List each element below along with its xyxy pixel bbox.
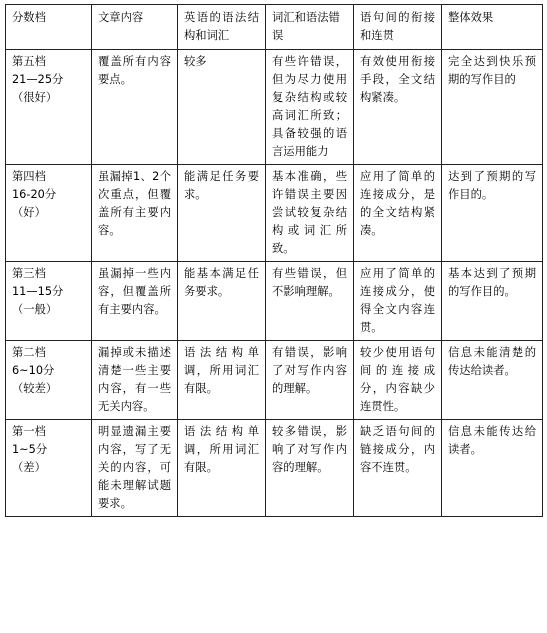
grammar-cell: 语法结构单调，所用词汇有限。: [178, 420, 266, 517]
table-row: [6, 165, 543, 262]
cohesion-cell: 应用了简单的连接成分，是的全文结构紧凑。: [354, 165, 442, 262]
grade-cell: [6, 50, 92, 165]
grade-quality: （很好）: [12, 91, 58, 104]
errors-cell: 有些许错误，但为尽力使用复杂结构或较高词汇所致；具备较强的语言运用能力: [266, 50, 354, 165]
errors-cell: 有些错误，但不影响理解。: [266, 262, 354, 341]
header-errors: 词汇和语法错误: [266, 5, 354, 50]
grade-name: 第四档: [12, 170, 46, 183]
grammar-cell: 较多: [178, 50, 266, 165]
table-row: [6, 50, 543, 165]
effect-cell: 信息未能清楚的传达给读者。: [442, 341, 543, 420]
scoring-rubric-table: [5, 4, 543, 517]
errors-cell: 较多错误，影响了对写作内容的理解。: [266, 420, 354, 517]
cohesion-cell: 较少使用语句间的连接成分，内容缺少连贯性。: [354, 341, 442, 420]
header-content: 文章内容: [92, 5, 178, 50]
grammar-cell: 语法结构单调，所用词汇有限。: [178, 341, 266, 420]
grade-cell: [6, 262, 92, 341]
header-cohesion: 语句间的衔接和连贯: [354, 5, 442, 50]
table-body: [6, 50, 543, 517]
effect-cell: 信息未能传达给读者。: [442, 420, 543, 517]
table-row: [6, 341, 543, 420]
table-row: [6, 420, 543, 517]
errors-cell: 有错误，影响了对写作内容的理解。: [266, 341, 354, 420]
table-header: [6, 5, 543, 50]
content-cell: 虽漏掉一些内容，但覆盖所有主要内容。: [92, 262, 178, 341]
grammar-cell: 能满足任务要求。: [178, 165, 266, 262]
grade-quality: （较差）: [12, 382, 58, 395]
header-overall-effect: 整体效果: [442, 5, 543, 50]
header-grammar-vocab: 英语的语法结构和词汇: [178, 5, 266, 50]
grade-cell: [6, 341, 92, 420]
header-grade: 分数档: [6, 5, 92, 50]
content-cell: 明显遗漏主要内容，写了无关的内容，可能未理解试题要求。: [92, 420, 178, 517]
errors-cell: 基本准确，些许错误主要因尝试较复杂结构或词汇所致。: [266, 165, 354, 262]
content-cell: 虽漏掉1、2个次重点，但覆盖所有主要内容。: [92, 165, 178, 262]
grade-quality: （差）: [12, 461, 46, 474]
grade-name: 第二档: [12, 346, 46, 359]
grade-quality: （好）: [12, 206, 46, 219]
grammar-cell: 能基本满足任务要求。: [178, 262, 266, 341]
grade-range: 11—15分: [12, 285, 64, 298]
grade-name: 第一档: [12, 425, 46, 438]
grade-quality: （一般）: [12, 303, 58, 316]
grade-range: 21—25分: [12, 73, 64, 86]
cohesion-cell: 缺乏语句间的链接成分，内容不连贯。: [354, 420, 442, 517]
table-row: [6, 262, 543, 341]
effect-cell: 基本达到了预期的写作目的。: [442, 262, 543, 341]
cohesion-cell: 应用了简单的连接成分，使得全文内容连贯。: [354, 262, 442, 341]
cohesion-cell: 有效使用衔接手段，全文结构紧凑。: [354, 50, 442, 165]
content-cell: 漏掉或未描述清楚一些主要内容，有一些无关内容。: [92, 341, 178, 420]
effect-cell: 达到了预期的写作目的。: [442, 165, 543, 262]
grade-cell: [6, 165, 92, 262]
header-row: [6, 5, 543, 50]
content-cell: 覆盖所有内容要点。: [92, 50, 178, 165]
grade-name: 第三档: [12, 267, 46, 280]
grade-range: 6~10分: [12, 364, 55, 377]
grade-name: 第五档: [12, 55, 46, 68]
grade-range: 16-20分: [12, 188, 57, 201]
grade-range: 1~5分: [12, 443, 48, 456]
grade-cell: [6, 420, 92, 517]
effect-cell: 完全达到快乐预期的写作目的: [442, 50, 543, 165]
